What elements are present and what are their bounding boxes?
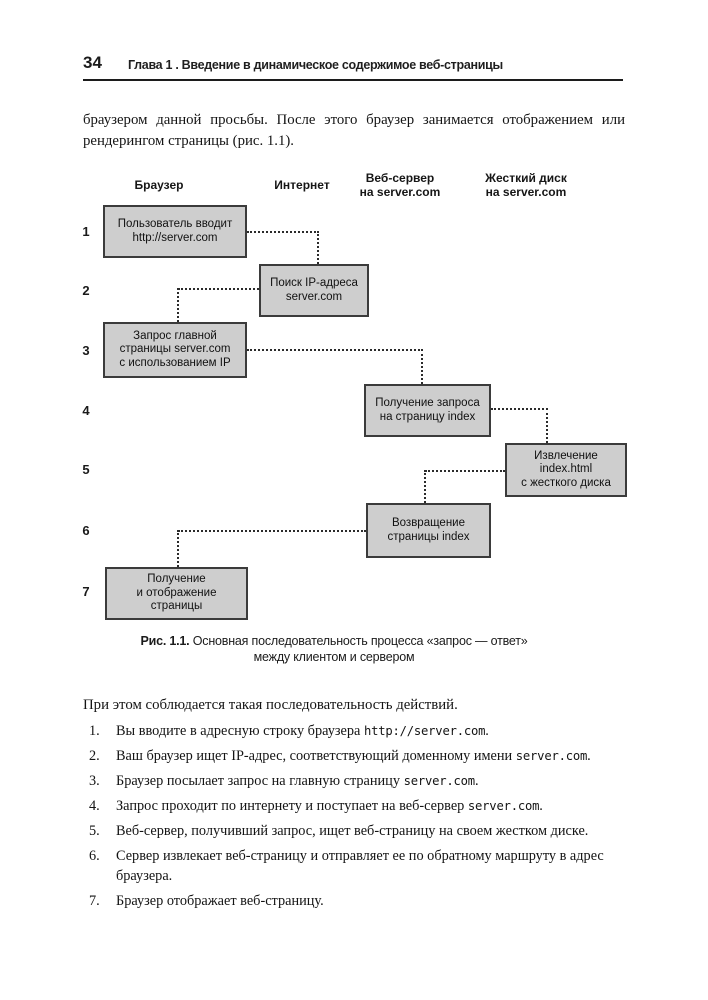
connector-6-7-vertical [177, 530, 179, 567]
figure-caption-line2: между клиентом и сервером [253, 650, 415, 664]
list-item-code: server.com [403, 774, 475, 788]
column-header-line: Веб-сервер [365, 171, 435, 185]
diagram-box-ip-lookup [259, 264, 369, 317]
list-item-pre: Ваш браузер ищет IP-адрес, соответствующий доменному имени [116, 748, 516, 764]
diagram-box-request-main-page [103, 322, 247, 378]
box-text-line: страницы index [387, 530, 470, 543]
box-text-line: Пользователь вводит [117, 218, 233, 230]
connector-4-5-vertical [546, 408, 548, 443]
sequence-lead-paragraph: При этом соблюдается такая последовательность действий. [83, 697, 458, 713]
box-text-line: и отображение [136, 586, 217, 599]
connector-5-6-vertical [424, 470, 426, 503]
figure-caption [83, 633, 585, 665]
list-item [89, 771, 634, 791]
diagram-step-number-1: 1 [82, 224, 90, 239]
intro-paragraph: браузером данной просьбы. После этого браузер занимается отображением или рендерингом страницы (рис. 1.1). [83, 112, 625, 149]
list-item-number: 2. [89, 748, 100, 764]
diagram-step-number-3: 3 [82, 343, 90, 358]
list-item-number: 1. [89, 723, 100, 739]
diagram-box-receive-display [105, 567, 248, 620]
column-header-line: Интернет [274, 178, 330, 192]
box-text-line: Извлечение [534, 449, 598, 462]
list-item-pre: Вы вводите в адресную строку браузера [116, 723, 364, 739]
box-text-line: Возвращение [391, 517, 465, 529]
box-text-line: страницы server.com [119, 343, 231, 356]
diagram-step-number-2: 2 [82, 283, 90, 298]
list-item-pre: Браузер посылает запрос на главную страницу [116, 773, 404, 789]
list-item-number: 4. [89, 798, 100, 814]
list-item-pre: Веб-сервер, получивший запрос, ищет веб-страницу на своем жестком диске. [116, 823, 589, 839]
list-item-text [116, 746, 591, 766]
list-item-post: . [485, 723, 489, 739]
column-header-line: Браузер [134, 178, 184, 192]
diagram-column-header-harddisk [458, 172, 594, 199]
diagram-column-header-browser [109, 179, 209, 193]
header-rule [83, 79, 623, 81]
connector-3-4-vertical [421, 349, 423, 384]
box-text-line: Запрос главной [133, 329, 217, 342]
diagram-step-number-7: 7 [82, 584, 90, 599]
connector-1-2-vertical [317, 231, 319, 264]
connector-3-4-horizontal [247, 349, 423, 351]
list-item [89, 721, 634, 741]
page-number: 34 [83, 53, 102, 72]
list-item-post: . [474, 773, 479, 789]
list-item [89, 821, 634, 841]
list-item-pre: Сервер извлекает веб-страницу и отправляет ее по обратному маршруту в адрес браузера. [116, 848, 604, 884]
list-item-number: 6. [89, 848, 100, 864]
list-item [89, 891, 634, 911]
connector-1-2-horizontal [247, 231, 319, 233]
box-text-line: на страницу index [379, 410, 476, 423]
list-item-number: 7. [89, 893, 100, 909]
list-item [89, 796, 634, 816]
list-item-post: . [539, 798, 543, 814]
list-item-number: 3. [89, 773, 100, 789]
connector-2-3-horizontal [178, 288, 259, 290]
diagram-step-number-4: 4 [82, 403, 90, 418]
box-text-line: с жесткого диска [521, 476, 611, 489]
list-item-text [116, 721, 489, 741]
figure-caption-label: Рис. 1.1. [140, 634, 190, 648]
list-item-pre: Браузер отображает веб-страницу. [116, 893, 324, 909]
list-item [89, 846, 634, 886]
box-text-line: страницы [150, 600, 203, 613]
list-item [89, 746, 634, 766]
list-item-code: server.com [467, 799, 540, 813]
figure-caption-line1: Основная последовательность процесса «запрос — ответ» [189, 634, 528, 648]
connector-2-3-vertical [177, 288, 179, 322]
connector-6-7-horizontal [178, 530, 366, 532]
diagram-box-return-page [366, 503, 491, 558]
list-item-text [116, 891, 324, 911]
list-item-code: server.com [515, 749, 588, 763]
box-text-line: Поиск IP-адреса [270, 277, 358, 289]
column-header-line: Жесткий диск [485, 171, 567, 185]
list-item-number: 5. [89, 823, 100, 839]
box-text-line: Получение запроса [375, 397, 480, 409]
list-item-text [116, 846, 634, 886]
box-text-line: http://server.com [132, 231, 218, 244]
diagram-box-receive-request [364, 384, 491, 437]
box-text-line: index.html [539, 463, 593, 476]
diagram-box-user-enters-url [103, 205, 247, 258]
diagram-box-fetch-index [505, 443, 627, 497]
column-header-line: на server.com [359, 184, 441, 199]
connector-4-5-horizontal [491, 408, 548, 410]
list-item-code: http://server.com [363, 724, 486, 738]
list-item-text [116, 821, 588, 841]
box-text-line: server.com [285, 290, 343, 303]
list-item-text [116, 771, 479, 791]
chapter-running-title: Глава 1 . Введение в динамическое содержимое веб-страницы [128, 58, 503, 72]
diagram-step-number-5: 5 [82, 462, 90, 477]
list-item-post: . [587, 748, 591, 764]
list-item-pre: Запрос проходит по интернету и поступает на веб-сервер [116, 798, 468, 814]
connector-5-6-horizontal [425, 470, 505, 472]
list-item-text [116, 796, 543, 816]
box-text-line: с использованием IP [119, 356, 231, 369]
sequence-list [89, 721, 634, 916]
box-text-line: Получение [147, 573, 206, 586]
column-header-line: на server.com [485, 184, 567, 199]
diagram-step-number-6: 6 [82, 523, 90, 538]
diagram-column-header-webserver [332, 172, 468, 199]
